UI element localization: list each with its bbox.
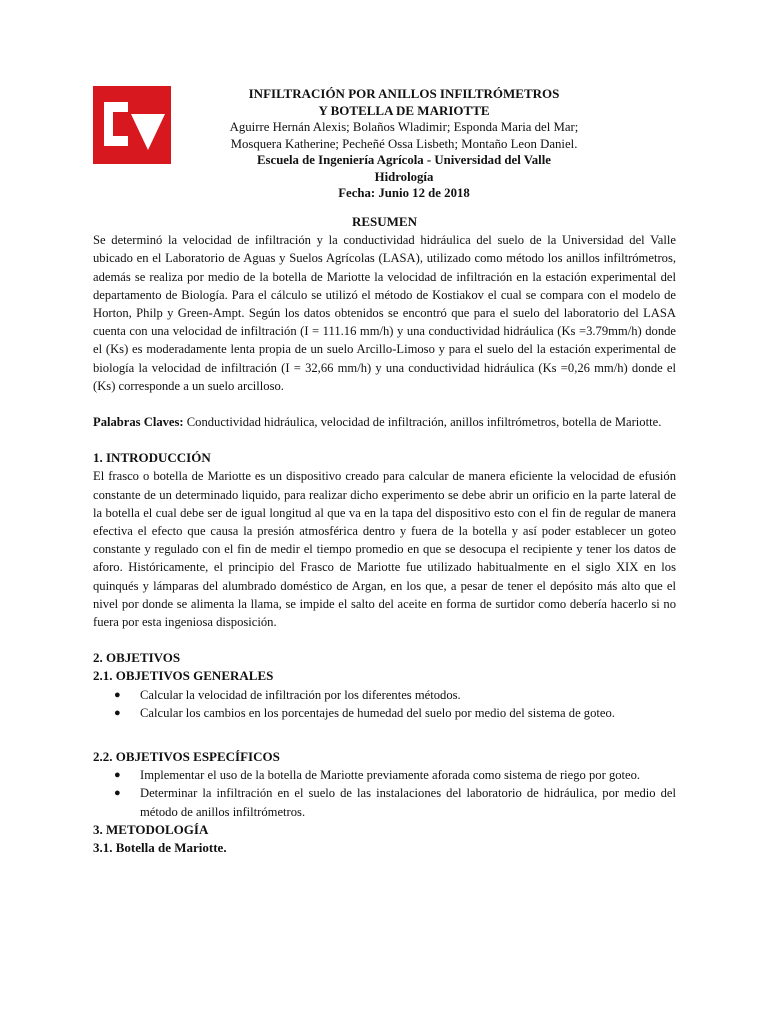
university-logo-icon (93, 86, 171, 164)
keywords-text: Conductividad hidráulica, velocidad de infiltración, anillos infiltrómetros, botella de Mariotte. (183, 415, 662, 430)
objetivos-generales-heading: 2.1. OBJETIVOS GENERALES (93, 668, 274, 684)
resumen-heading: RESUMEN (351, 214, 417, 229)
list-item: ● Calcular la velocidad de infiltración por los diferentes métodos. (93, 686, 676, 704)
bullet-icon: ● (114, 688, 121, 701)
resumen-body: Se determinó la velocidad de infiltración y la conductividad hidráulica del suelo de la Universidad del Valle ubicado en el Laboratorio de Aguas y Suelos Agrícolas (LASA), utilizado como método los anillos infiltrómetros, además se realiza por medio de la botella de Mariotte la velocidad de infiltración en la estación experimental del departamento de Biología. Para el cálculo se utilizó el método de Kostiakov el cual se compara con el modelo de Horton, Philp y Green-Ampt. Según los datos obtenidos se encontró que para el suelo del laboratorio del LASA cuenta con una velocidad de infiltración (I = 111.16 mm/h) y una conductividad hidráulica (Ks =3.79mm/h) donde el (Ks) es moderadamente lenta propia de un suelo Arcillo-Limoso y para el suelo del la estación experimental de biología la velocidad de infiltración (I = 32,66 mm/h) y una conductividad hidráulica (Ks =0,26 mm/h) donde el (Ks) corresponde a un suelo arcilloso. (93, 233, 676, 393)
paper-body (93, 213, 676, 857)
keywords-label: Palabras Claves: (93, 415, 184, 430)
objetivos-especificos-list (93, 766, 676, 821)
metodologia-subheading: 3.1. Botella de Mariotte. (93, 840, 227, 856)
list-item: ● Calcular los cambios en los porcentajes de humedad del suelo por medio del sistema de goteo. (93, 704, 676, 722)
objetivos-heading: 2. OBJETIVOS (93, 650, 181, 666)
authors-line-2: Mosquera Katherine; Pecheñé Ossa Lisbeth; Montaño Leon Daniel. (230, 136, 578, 151)
intro-body: El frasco o botella de Mariotte es un dispositivo creado para calcular de manera eficiente la velocidad de efusión constante de un determinado liquido, para realizar dicho experimento se debe abrir un orificio en la parte lateral de la botella el cual debe ser de igual longitud al que va en la tapa del dispositivo esto con el fin de regular de manera efectiva el efecto que causa la presión atmosférica dentro y fuera de la botella y así poder establecer un goteo constante y regulado con el fin de medir el tiempo promedio en que se desocupa el recipiente y tener los datos de aforo. Históricamente, el principio del Frasco de Mariotte fue utilizado habitualmente en el siglo XIX en los quinqués y lámparas del alumbrado doméstico de Argan, en los que, a pesar de tener el depósito más alto que el nivel por donde se alimenta la llama, se impide el salto del aceite en forma de surtidor como debería hacerlo si no fuera por esta ingeniosa disposición. (93, 469, 676, 630)
date: Fecha: Junio 12 de 2018 (338, 186, 470, 200)
objetivos-especificos-heading: 2.2. OBJETIVOS ESPECÍFICOS (93, 749, 280, 765)
paper-header (200, 86, 608, 202)
subject: Hidrología (374, 169, 434, 184)
objetivos-generales-list (93, 686, 676, 722)
bullet-icon: ● (114, 706, 121, 719)
list-item: ● Implementar el uso de la botella de Mariotte previamente aforada como sistema de riego por goteo. (93, 766, 676, 784)
list-item: ● Determinar la infiltración en el suelo de las instalaciones del laboratorio de hidráulica, por medio del método de anillos infiltrómetros. (114, 786, 676, 819)
authors-line-1: Aguirre Hernán Alexis; Bolaños Wladimir; Esponda Maria del Mar; (229, 120, 579, 134)
bullet-icon: ● (114, 769, 121, 782)
school: Escuela de Ingeniería Agrícola - Universidad del Valle (257, 153, 551, 167)
keywords (93, 413, 676, 431)
bullet-icon: ● (114, 787, 121, 800)
title-line-2: Y BOTELLA DE MARIOTTE (318, 102, 490, 118)
title-line-1: INFILTRACIÓN POR ANILLOS INFILTRÓMETROS (248, 86, 560, 101)
metodologia-heading: 3. METODOLOGÍA (93, 821, 209, 837)
intro-heading: 1. INTRODUCCIÓN (93, 450, 211, 466)
